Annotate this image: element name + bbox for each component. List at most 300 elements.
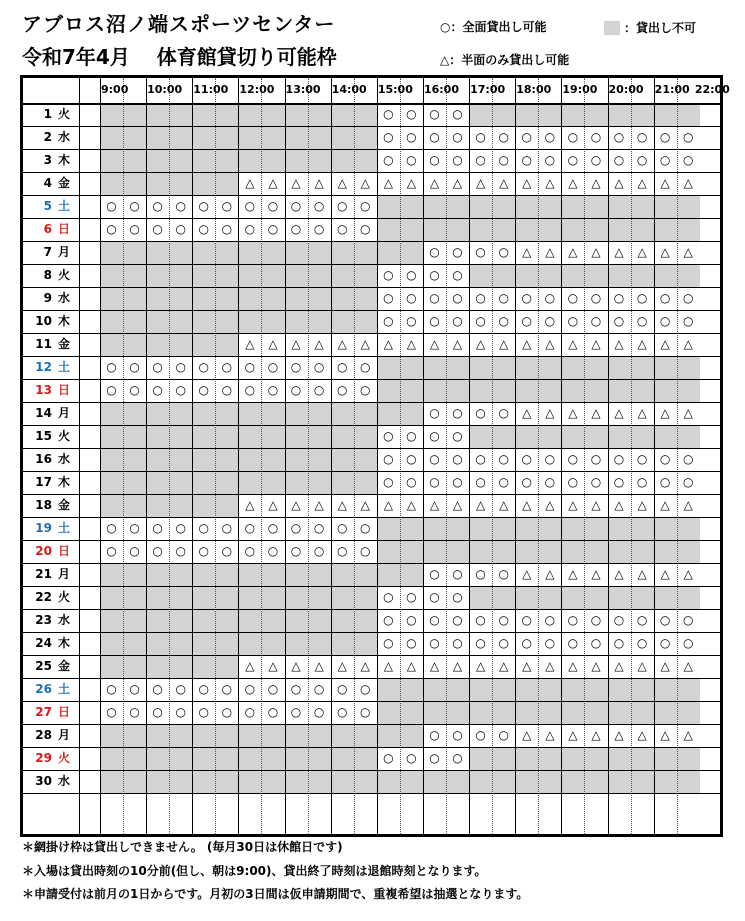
half-available-mark: △: [568, 498, 578, 512]
unavailable-cell: [469, 425, 493, 448]
unavailable-cell: [261, 448, 285, 471]
grid-line: [23, 586, 720, 587]
full-available-mark: ○: [521, 291, 532, 305]
full-available-mark: ○: [175, 705, 186, 719]
unavailable-cell: [377, 678, 401, 701]
unavailable-cell: [492, 425, 516, 448]
unavailable-cell: [169, 264, 193, 287]
full-available-mark: ○: [406, 475, 417, 489]
unavailable-cell: [331, 310, 355, 333]
day-number: 29: [35, 751, 52, 765]
unavailable-cell: [400, 402, 424, 425]
day-number: 13: [35, 383, 52, 397]
unavailable-cell: [215, 448, 239, 471]
unavailable-cell: [331, 425, 355, 448]
half-available-mark: △: [245, 337, 255, 351]
time-header-label: 10:00: [147, 83, 183, 96]
full-available-mark: ○: [452, 751, 463, 765]
unavailable-cell: [492, 264, 516, 287]
full-available-mark: ○: [475, 452, 486, 466]
grid-line: [608, 78, 609, 834]
grid-line: [23, 402, 720, 403]
full-available-mark: ○: [429, 452, 440, 466]
full-available-mark: ○: [406, 613, 417, 627]
full-available-mark: ○: [313, 199, 325, 213]
page-subtitle: 令和7年4月 体育館貸切り可能枠: [22, 45, 337, 69]
unavailable-cell: [354, 241, 378, 264]
unavailable-cell: [238, 471, 262, 494]
unavailable-cell: [677, 678, 701, 701]
unavailable-cell: [608, 264, 632, 287]
unavailable-cell: [538, 540, 562, 563]
unavailable-cell: [238, 264, 262, 287]
full-available-mark: ○: [290, 360, 302, 374]
unavailable-cell: [538, 678, 562, 701]
unavailable-cell: [261, 724, 285, 747]
grid-line: [23, 241, 720, 242]
unavailable-cell: [308, 747, 332, 770]
unavailable-cell: [123, 103, 147, 126]
full-available-mark: ○: [498, 475, 509, 489]
unavailable-cell: [561, 678, 585, 701]
half-available-mark: △: [660, 567, 670, 581]
day-label: [23, 103, 79, 126]
half-available-mark: △: [591, 176, 601, 190]
full-available-mark: ○: [336, 705, 348, 719]
full-available-mark: ○: [336, 544, 348, 558]
full-available-mark: ○: [521, 636, 532, 650]
full-available-mark: ○: [198, 682, 209, 696]
unavailable-cell: [238, 632, 262, 655]
unavailable-cell: [215, 632, 239, 655]
unavailable-cell: [331, 609, 355, 632]
day-number: 10: [35, 314, 52, 328]
half-available-mark: △: [429, 498, 440, 512]
unavailable-cell: [169, 770, 193, 793]
unavailable-cell: [123, 494, 147, 517]
unavailable-cell: [285, 563, 309, 586]
unavailable-cell: [123, 747, 147, 770]
full-available-mark: ○: [429, 291, 440, 305]
unavailable-cell: [608, 747, 632, 770]
unavailable-cell: [561, 701, 585, 724]
weekday: 金: [57, 337, 70, 351]
unavailable-cell: [261, 770, 285, 793]
full-available-mark: ○: [406, 636, 417, 650]
half-available-mark: △: [268, 337, 278, 351]
unavailable-cell: [561, 103, 585, 126]
full-available-mark: ○: [429, 153, 440, 167]
full-available-mark: ○: [383, 613, 394, 627]
unavailable-cell: [261, 264, 285, 287]
unavailable-cell: [469, 356, 493, 379]
unavailable-cell: [261, 310, 285, 333]
full-available-mark: ○: [175, 199, 186, 213]
unavailable-cell: [192, 264, 216, 287]
unavailable-cell: [469, 195, 493, 218]
full-available-mark: ○: [313, 222, 325, 236]
day-label: [23, 402, 79, 425]
unavailable-cell: [354, 724, 378, 747]
grid-line: [377, 78, 378, 834]
unavailable-cell: [308, 448, 332, 471]
full-available-mark: ○: [475, 728, 486, 742]
unavailable-cell: [100, 770, 124, 793]
weekday: 木: [57, 636, 70, 650]
grid-line: [677, 78, 678, 834]
full-available-mark: ○: [198, 705, 209, 719]
unavailable-cell: [377, 563, 401, 586]
day-label: [23, 379, 79, 402]
unavailable-cell: [308, 770, 332, 793]
unavailable-cell: [631, 264, 655, 287]
unavailable-cell: [469, 747, 493, 770]
day-number: 14: [35, 406, 52, 420]
full-available-mark: ○: [429, 751, 440, 765]
grid-line: [331, 78, 332, 834]
grid-line: [238, 78, 239, 834]
unavailable-cell: [169, 586, 193, 609]
unavailable-cell: [423, 701, 447, 724]
full-available-mark: ○: [475, 130, 486, 144]
full-available-mark: ○: [498, 291, 509, 305]
day-label: [23, 241, 79, 264]
unavailable-cell: [561, 264, 585, 287]
weekday: 月: [57, 728, 70, 742]
half-available-mark: △: [637, 567, 647, 581]
grid-line: [23, 425, 720, 426]
unavailable-cell: [238, 149, 262, 172]
weekday: 土: [57, 360, 70, 374]
grid-line: [146, 78, 147, 834]
full-available-mark: ○: [498, 728, 509, 742]
unavailable-cell: [215, 264, 239, 287]
half-available-mark: △: [522, 659, 532, 673]
unavailable-cell: [261, 126, 285, 149]
unavailable-cell: [192, 126, 216, 149]
full-available-mark: ○: [360, 383, 371, 397]
half-available-mark: △: [683, 567, 693, 581]
half-available-mark: △: [245, 176, 255, 190]
unavailable-cell: [400, 195, 424, 218]
full-available-mark: ○: [406, 314, 417, 328]
full-available-mark: ○: [659, 636, 671, 650]
grid-line: [23, 609, 720, 610]
unavailable-cell: [192, 724, 216, 747]
full-available-mark: ○: [221, 682, 233, 696]
half-available-mark: △: [499, 498, 509, 512]
half-available-mark: △: [591, 498, 601, 512]
full-available-mark: ○: [590, 314, 602, 328]
full-available-mark: ○: [267, 199, 279, 213]
weekday: 火: [57, 590, 70, 604]
unavailable-cell: [261, 103, 285, 126]
full-available-mark: ○: [498, 567, 509, 581]
unavailable-cell: [123, 172, 147, 195]
unavailable-cell: [146, 724, 170, 747]
full-available-mark: ○: [129, 544, 140, 558]
unavailable-cell: [608, 103, 632, 126]
full-available-mark: ○: [406, 452, 417, 466]
unavailable-cell: [654, 517, 678, 540]
full-available-mark: ○: [152, 682, 163, 696]
day-number: 28: [35, 728, 52, 742]
day-number: 5: [43, 199, 52, 213]
unavailable-cell: [677, 517, 701, 540]
unavailable-cell: [123, 609, 147, 632]
unavailable-cell: [584, 379, 608, 402]
day-number: 9: [43, 291, 52, 305]
unavailable-cell: [446, 517, 470, 540]
unavailable-cell: [469, 379, 493, 402]
unavailable-cell: [308, 724, 332, 747]
full-available-mark: ○: [383, 153, 394, 167]
full-available-mark: ○: [683, 314, 694, 328]
half-available-mark: △: [337, 176, 347, 190]
unavailable-cell: [238, 747, 262, 770]
full-available-mark: ○: [567, 475, 579, 489]
unavailable-cell: [308, 402, 332, 425]
half-available-mark: △: [545, 406, 555, 420]
unavailable-cell: [608, 701, 632, 724]
unavailable-cell: [215, 609, 239, 632]
unavailable-cell: [608, 356, 632, 379]
grid-line: [492, 78, 493, 834]
full-available-mark: ○: [683, 636, 694, 650]
unavailable-cell: [469, 678, 493, 701]
unavailable-cell: [146, 747, 170, 770]
full-available-mark: ○: [475, 613, 486, 627]
unavailable-cell: [169, 172, 193, 195]
full-available-mark: ○: [659, 153, 671, 167]
full-available-mark: ○: [590, 636, 602, 650]
unavailable-cell: [423, 540, 447, 563]
unavailable-cell: [192, 172, 216, 195]
full-available-mark: ○: [106, 222, 117, 236]
weekday: 日: [57, 544, 70, 558]
half-available-mark: △: [637, 498, 647, 512]
unavailable-cell: [423, 379, 447, 402]
full-available-mark: ○: [429, 245, 440, 259]
unavailable-cell: [354, 402, 378, 425]
grid-line: [23, 218, 720, 219]
full-available-mark: ○: [452, 107, 463, 121]
unavailable-cell: [584, 264, 608, 287]
unavailable-cell: [192, 333, 216, 356]
half-available-mark: △: [268, 659, 278, 673]
full-available-mark: ○: [336, 383, 348, 397]
full-available-mark: ○: [590, 153, 602, 167]
unavailable-cell: [100, 402, 124, 425]
full-available-mark: ○: [129, 705, 140, 719]
unavailable-cell: [515, 678, 539, 701]
full-available-mark: ○: [683, 291, 694, 305]
gray-swatch-icon: [604, 21, 620, 35]
unavailable-cell: [261, 632, 285, 655]
unavailable-cell: [261, 563, 285, 586]
full-available-mark: ○: [544, 613, 556, 627]
full-available-mark: ○: [544, 153, 556, 167]
full-available-mark: ○: [290, 222, 302, 236]
unavailable-cell: [608, 425, 632, 448]
unavailable-cell: [677, 425, 701, 448]
full-available-mark: ○: [152, 222, 163, 236]
unavailable-cell: [677, 264, 701, 287]
unavailable-cell: [215, 287, 239, 310]
half-available-mark: △: [383, 659, 393, 673]
unavailable-cell: [146, 310, 170, 333]
unavailable-cell: [584, 770, 608, 793]
full-available-mark: ○: [360, 705, 371, 719]
unavailable-cell: [123, 655, 147, 678]
unavailable-cell: [169, 632, 193, 655]
unavailable-cell: [331, 747, 355, 770]
full-available-mark: ○: [221, 544, 233, 558]
half-available-mark: △: [683, 245, 693, 259]
full-available-mark: ○: [613, 475, 625, 489]
full-available-mark: ○: [636, 475, 648, 489]
unavailable-cell: [285, 448, 309, 471]
full-available-mark: ○: [106, 521, 117, 535]
day-label: [23, 609, 79, 632]
full-available-mark: ○: [106, 199, 117, 213]
full-available-mark: ○: [452, 268, 463, 282]
full-available-mark: ○: [590, 291, 602, 305]
day-label: [23, 172, 79, 195]
half-available-mark: △: [452, 659, 463, 673]
full-available-mark: ○: [498, 130, 509, 144]
unavailable-cell: [331, 264, 355, 287]
day-number: 18: [35, 498, 52, 512]
unavailable-cell: [285, 724, 309, 747]
full-available-mark: ○: [360, 360, 371, 374]
unavailable-cell: [631, 379, 655, 402]
full-available-mark: ○: [567, 130, 579, 144]
unavailable-cell: [238, 425, 262, 448]
full-available-mark: ○: [267, 682, 279, 696]
unavailable-cell: [146, 264, 170, 287]
unavailable-cell: [238, 563, 262, 586]
legend-full-available: ○：全面貸出し可能: [440, 20, 547, 34]
full-available-mark: ○: [336, 222, 348, 236]
day-label: [23, 195, 79, 218]
half-available-mark: △: [614, 728, 624, 742]
unavailable-cell: [238, 241, 262, 264]
unavailable-cell: [308, 471, 332, 494]
day-number: 19: [35, 521, 52, 535]
unavailable-cell: [654, 379, 678, 402]
unavailable-cell: [100, 103, 124, 126]
full-available-mark: ○: [221, 521, 233, 535]
full-available-mark: ○: [452, 567, 463, 581]
unavailable-cell: [515, 356, 539, 379]
unavailable-cell: [561, 195, 585, 218]
full-available-mark: ○: [636, 314, 648, 328]
unavailable-cell: [400, 563, 424, 586]
full-available-mark: ○: [567, 291, 579, 305]
half-available-mark: △: [545, 498, 555, 512]
unavailable-cell: [331, 241, 355, 264]
unavailable-cell: [538, 770, 562, 793]
full-available-mark: ○: [452, 291, 463, 305]
unavailable-cell: [169, 333, 193, 356]
half-available-mark: △: [268, 498, 278, 512]
unavailable-cell: [354, 747, 378, 770]
half-available-mark: △: [360, 498, 370, 512]
full-available-mark: ○: [498, 613, 509, 627]
full-available-mark: ○: [129, 199, 140, 213]
full-available-mark: ○: [267, 521, 279, 535]
unavailable-cell: [261, 425, 285, 448]
weekday: 木: [57, 314, 70, 328]
unavailable-cell: [654, 770, 678, 793]
full-available-mark: ○: [106, 705, 117, 719]
unavailable-cell: [331, 471, 355, 494]
unavailable-cell: [215, 563, 239, 586]
unavailable-cell: [123, 724, 147, 747]
unavailable-cell: [146, 103, 170, 126]
half-available-mark: △: [637, 337, 647, 351]
unavailable-cell: [377, 724, 401, 747]
full-available-mark: ○: [175, 682, 186, 696]
half-available-mark: △: [614, 406, 624, 420]
grid-line: [423, 78, 424, 834]
unavailable-cell: [238, 126, 262, 149]
full-available-mark: ○: [383, 590, 394, 604]
unavailable-cell: [169, 724, 193, 747]
unavailable-cell: [631, 701, 655, 724]
unavailable-cell: [654, 701, 678, 724]
full-available-mark: ○: [175, 544, 186, 558]
full-available-mark: ○: [475, 636, 486, 650]
unavailable-cell: [261, 241, 285, 264]
full-available-mark: ○: [244, 682, 256, 696]
unavailable-cell: [238, 586, 262, 609]
full-available-mark: ○: [336, 199, 348, 213]
unavailable-cell: [631, 425, 655, 448]
half-available-mark: △: [245, 498, 255, 512]
unavailable-cell: [354, 264, 378, 287]
unavailable-cell: [123, 448, 147, 471]
unavailable-cell: [423, 678, 447, 701]
unavailable-cell: [631, 747, 655, 770]
unavailable-cell: [608, 540, 632, 563]
unavailable-cell: [100, 609, 124, 632]
weekday: 月: [57, 406, 70, 420]
full-available-mark: ○: [221, 199, 233, 213]
weekday: 月: [57, 567, 70, 581]
grid-line: [23, 793, 720, 794]
half-available-mark: △: [499, 337, 509, 351]
unavailable-cell: [215, 425, 239, 448]
weekday: 金: [57, 176, 70, 190]
full-available-mark: ○: [567, 613, 579, 627]
unavailable-cell: [169, 609, 193, 632]
grid-line: [23, 172, 720, 173]
full-available-mark: ○: [521, 613, 532, 627]
unavailable-cell: [308, 149, 332, 172]
half-available-mark: △: [406, 337, 417, 351]
full-available-mark: ○: [152, 199, 163, 213]
weekday: 水: [57, 130, 70, 144]
grid-line: [23, 287, 720, 288]
full-available-mark: ○: [406, 291, 417, 305]
half-available-mark: △: [614, 337, 624, 351]
grid-line: [23, 770, 720, 771]
weekday: 土: [57, 521, 70, 535]
full-available-mark: ○: [244, 199, 256, 213]
unavailable-cell: [261, 402, 285, 425]
